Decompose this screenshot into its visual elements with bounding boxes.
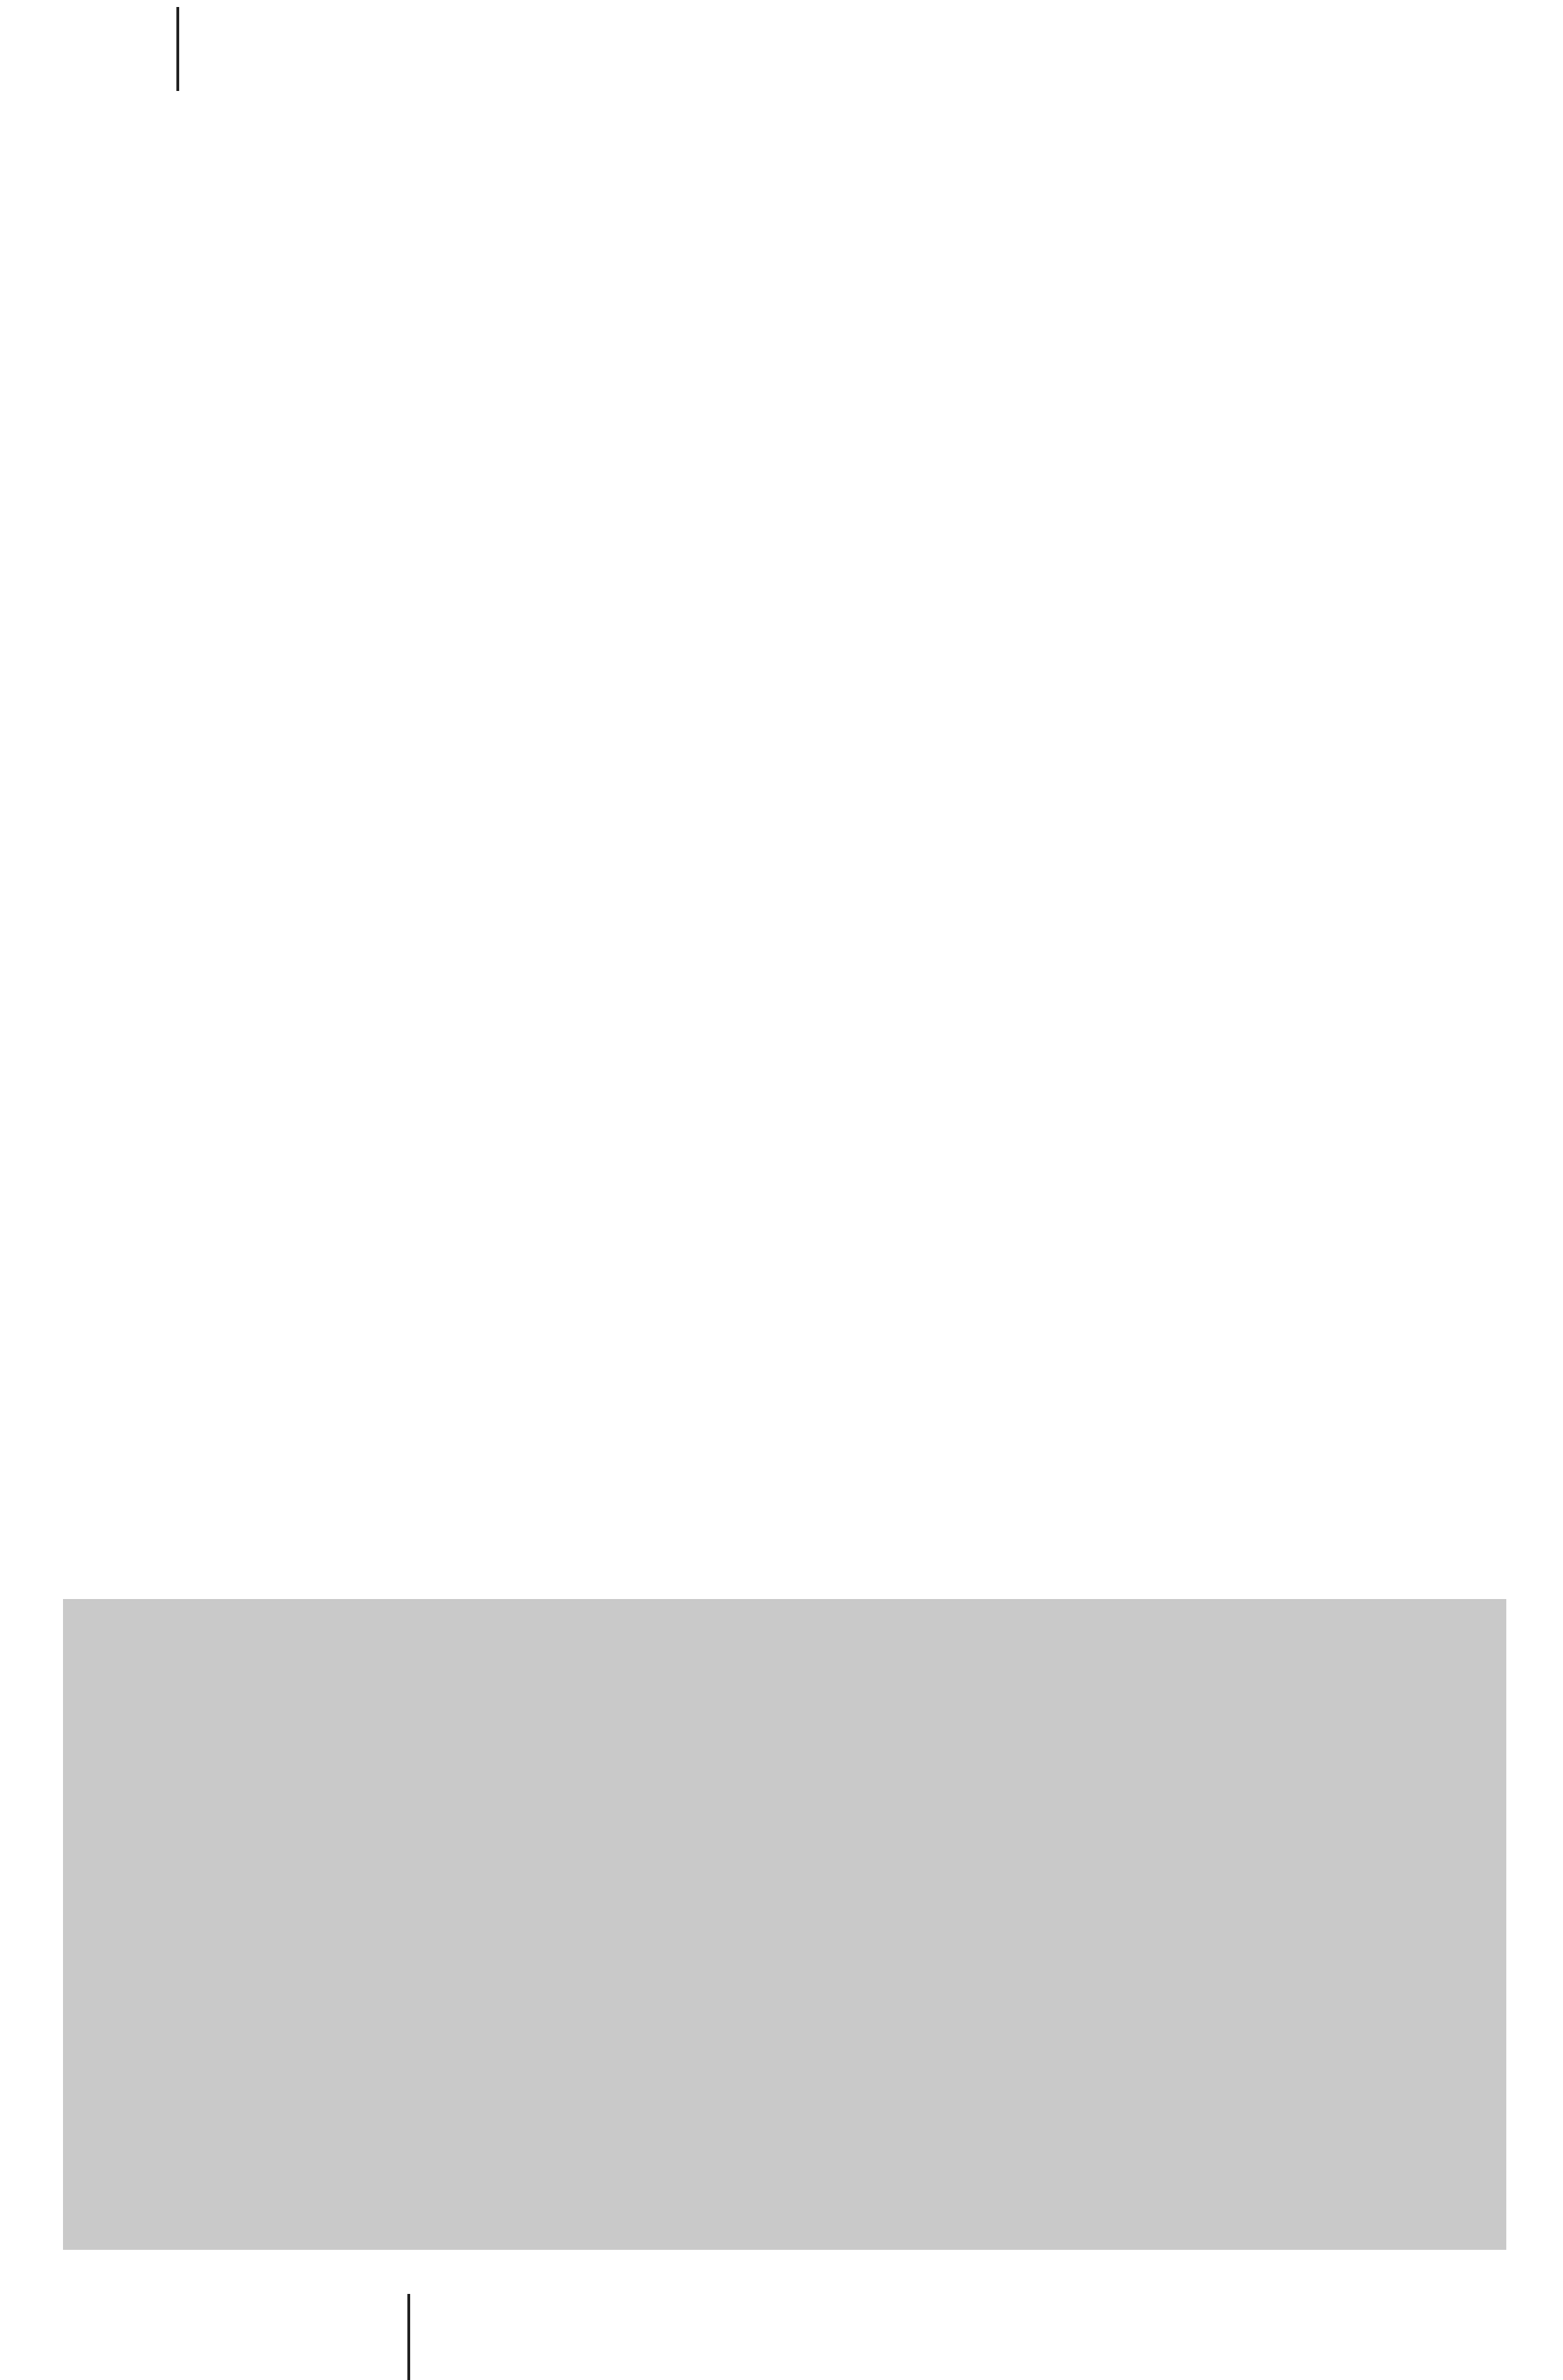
journal-subtitle <box>265 2369 352 2379</box>
references-box <box>63 1599 1506 2250</box>
footer-divider <box>407 2294 410 2380</box>
header-divider <box>176 7 179 91</box>
